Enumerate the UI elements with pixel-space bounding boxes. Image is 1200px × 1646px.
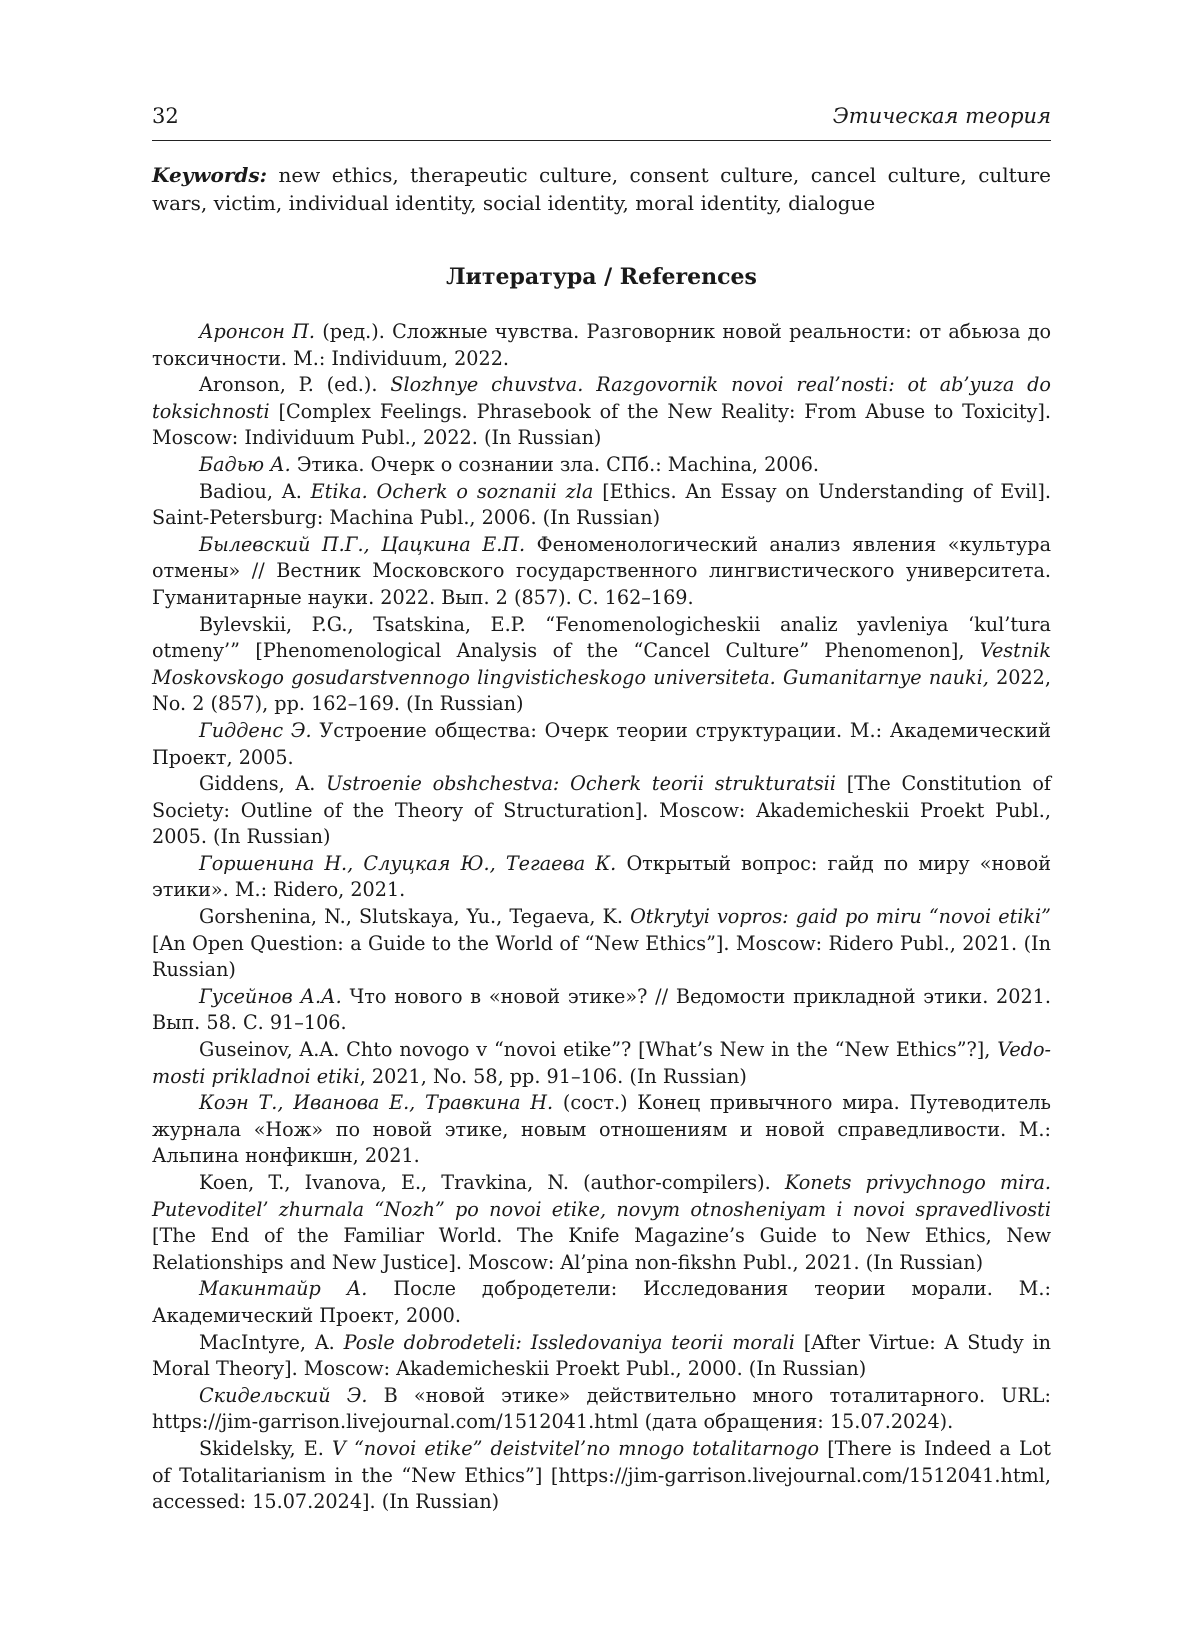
reference-text-segment: Что нового в «новой этике»? // Ведомости прикладной этики. 2021. Вып. 58. С. 91–106. [152, 984, 1051, 1035]
reference-text-segment: [The Constitution of Society: Outline of the Theory of Structuration]. Moscow: Akademicheskii Proekt Publ., 2005. (In Russian) [152, 772, 1051, 849]
reference-italic-segment: Vedomosti prikladnoi etiki [152, 1038, 1051, 1088]
reference-text-segment: [The End of the Familiar World. The Knife Magazine’s Guide to New Ethics, New Relationships and New Justice]. Moscow: Al’pina non-fikshn Publ., 2021. (In Russian) [152, 1224, 1051, 1274]
reference-italic-segment: Скидельский Э. [199, 1383, 368, 1407]
reference-text-segment: , 2021, No. 58, pp. 91–106. (In Russian) [359, 1064, 747, 1088]
reference-text-segment: Skidelsky, E. [199, 1436, 332, 1460]
reference-text-segment: Gorshenina, N., Slutskaya, Yu., Tegaeva, K. [199, 905, 631, 929]
references-list [152, 319, 1051, 1516]
reference-italic-segment: Posle dobrodeteli: Issledovaniya teorii morali [343, 1330, 795, 1354]
reference-entry [152, 718, 1051, 771]
running-header [152, 104, 1051, 141]
journal-page [152, 104, 1051, 1516]
section-title: Этическая теория [832, 104, 1051, 128]
reference-text-segment: Guseinov, A.A. Chto novogo v “novoi etike”? [What’s New in the “New Ethics”?], [199, 1038, 998, 1062]
reference-entry [152, 1330, 1051, 1383]
reference-entry [152, 1383, 1051, 1436]
reference-text-segment: После добродетели: Исследования теории морали. М.: Академический Проект, 2000. [152, 1277, 1051, 1327]
reference-text-segment: Badiou, A. [199, 479, 311, 503]
reference-text-segment: Открытый вопрос: гайд по миру «новой этики». М.: Ridero, 2021. [152, 851, 1052, 902]
reference-text-segment: Феноменологический анализ явления «культура отмены» // Вестник Московского государственного лингвистического университета. Гуманитарные науки. 2022. Вып. 2 (857). С. 162–169. [152, 532, 1052, 609]
reference-entry [152, 532, 1051, 612]
reference-text-segment: Этика. Очерк о сознании зла. СПб.: Machina, 2006. [290, 452, 820, 476]
reference-italic-segment: Otkrytyi vopros: gaid po miru “novoi etiki” [630, 905, 1051, 929]
reference-italic-segment: Etika. Ocherk o soznanii zla [310, 479, 594, 503]
reference-entry [152, 319, 1051, 372]
reference-entry [152, 479, 1051, 532]
reference-italic-segment: Гидденс Э. [199, 718, 312, 742]
reference-text-segment: [An Open Question: a Guide to the World of “New Ethics”]. Moscow: Ridero Publ., 2021. (In Russian) [152, 931, 1051, 982]
reference-text-segment: Giddens, A. [199, 772, 327, 796]
reference-entry [152, 372, 1051, 452]
keywords-paragraph [152, 161, 1051, 217]
reference-entry [152, 1436, 1051, 1516]
reference-italic-segment: Slozhnye chuvstva. Razgovornik novoi real’nosti: ot ab’yuza do toksichnosti [152, 373, 1051, 423]
reference-entry [152, 1276, 1051, 1329]
reference-text-segment: Koen, T., Ivanova, E., Travkina, N. (author-compilers). [199, 1171, 785, 1194]
reference-italic-segment: Бадью А. [199, 452, 291, 476]
reference-entry [152, 851, 1051, 904]
reference-text-segment: Aronson, P. (ed.). [199, 373, 391, 397]
reference-italic-segment: Аронсон П. [199, 320, 316, 343]
reference-entry [152, 771, 1051, 851]
reference-text-segment: [After Virtue: A Study in Moral Theory]. Moscow: Akademicheskii Proekt Publ., 2000. (In Russian) [152, 1330, 1051, 1381]
reference-entry [152, 452, 1051, 479]
reference-italic-segment: Гусейнов А.А. [199, 984, 342, 1008]
references-heading: Литература / References [446, 264, 757, 290]
reference-text-segment: 2022, No. 2 (857), pp. 162–169. (In Russian) [152, 665, 1051, 716]
reference-text-segment: [Complex Feelings. Phrasebook of the New Reality: From Abuse to Toxicity]. Moscow: Individuum Publ., 2022. (In Russian) [152, 399, 1051, 450]
reference-italic-segment: Ustroenie obshchestva: Ocherk teorii strukturatsii [326, 772, 836, 796]
reference-entry [152, 612, 1051, 718]
reference-italic-segment: Vestnik Moskovskogo gosudarstvennogo lingvisticheskogo universiteta. Gumanitarnye nauki, [152, 639, 1051, 689]
reference-text-segment: Bylevskii, P.G., Tsatskina, E.P. “Fenomenologicheskii analiz yavleniya ‘kul’tura otmeny’” [Phenomenological Analysis of the “Cancel Culture” Phenomenon], [152, 612, 1051, 663]
keywords-text: new ethics, therapeutic culture, consent culture, cancel culture, culture wars, victim, individual identity, social identity, moral identity, dialogue [152, 163, 1051, 215]
reference-italic-segment: V “novoi etike” deistvitel’no mnogo totalitarnogo [331, 1436, 820, 1460]
reference-italic-segment: Макинтайр А. [199, 1277, 368, 1301]
reference-text-segment: [Ethics. An Essay on Understanding of Evil]. Saint-Petersburg: Machina Publ., 2006. (In Russian) [152, 479, 1052, 530]
reference-entry [152, 1090, 1051, 1170]
reference-italic-segment: Коэн Т., Иванова Е., Травкина Н. [199, 1091, 554, 1115]
reference-entry [152, 1037, 1051, 1090]
keywords-label: Keywords: [152, 163, 268, 187]
reference-italic-segment: Былевский П.Г., Цацкина Е.П. [199, 532, 526, 556]
reference-italic-segment: Konets privychnogo mira. Putevoditel’ zhurnala “Nozh” po novoi etike, novym otnosheniyam i novoi spravedlivosti [152, 1171, 1051, 1221]
reference-text-segment: (сост.) Конец привычного мира. Путеводитель журнала «Нож» по новой этике, новым отношениям и новой справедливости. М.: Альпина нонфикшн, 2021. [152, 1091, 1051, 1168]
reference-entry [152, 1170, 1051, 1276]
reference-text-segment: Устроение общества: Очерк теории структурации. М.: Академический Проект, 2005. [152, 718, 1051, 769]
reference-text-segment: В «новой этике» действительно много тоталитарного. URL: https://jim-garrison.livejournal.com/1512041.html (дата обращения: 15.07.2024). [152, 1383, 1051, 1434]
reference-text-segment: MacIntyre, A. [199, 1330, 344, 1354]
page-number: 32 [152, 104, 179, 128]
reference-italic-segment: Горшенина Н., Слуцкая Ю., Тегаева К. [199, 851, 617, 875]
reference-entry [152, 904, 1051, 984]
reference-entry [152, 984, 1051, 1037]
reference-text-segment: (ред.). Сложные чувства. Разговорник новой реальности: от абьюза до токсичности. М.: Individuum, 2022. [152, 320, 1052, 370]
reference-text-segment: [There is Indeed a Lot of Totalitarianism in the “New Ethics”] [https://jim-garrison.livejournal.com/1512041.html, accessed: 15.07.2024]. (In Russian) [152, 1436, 1051, 1514]
